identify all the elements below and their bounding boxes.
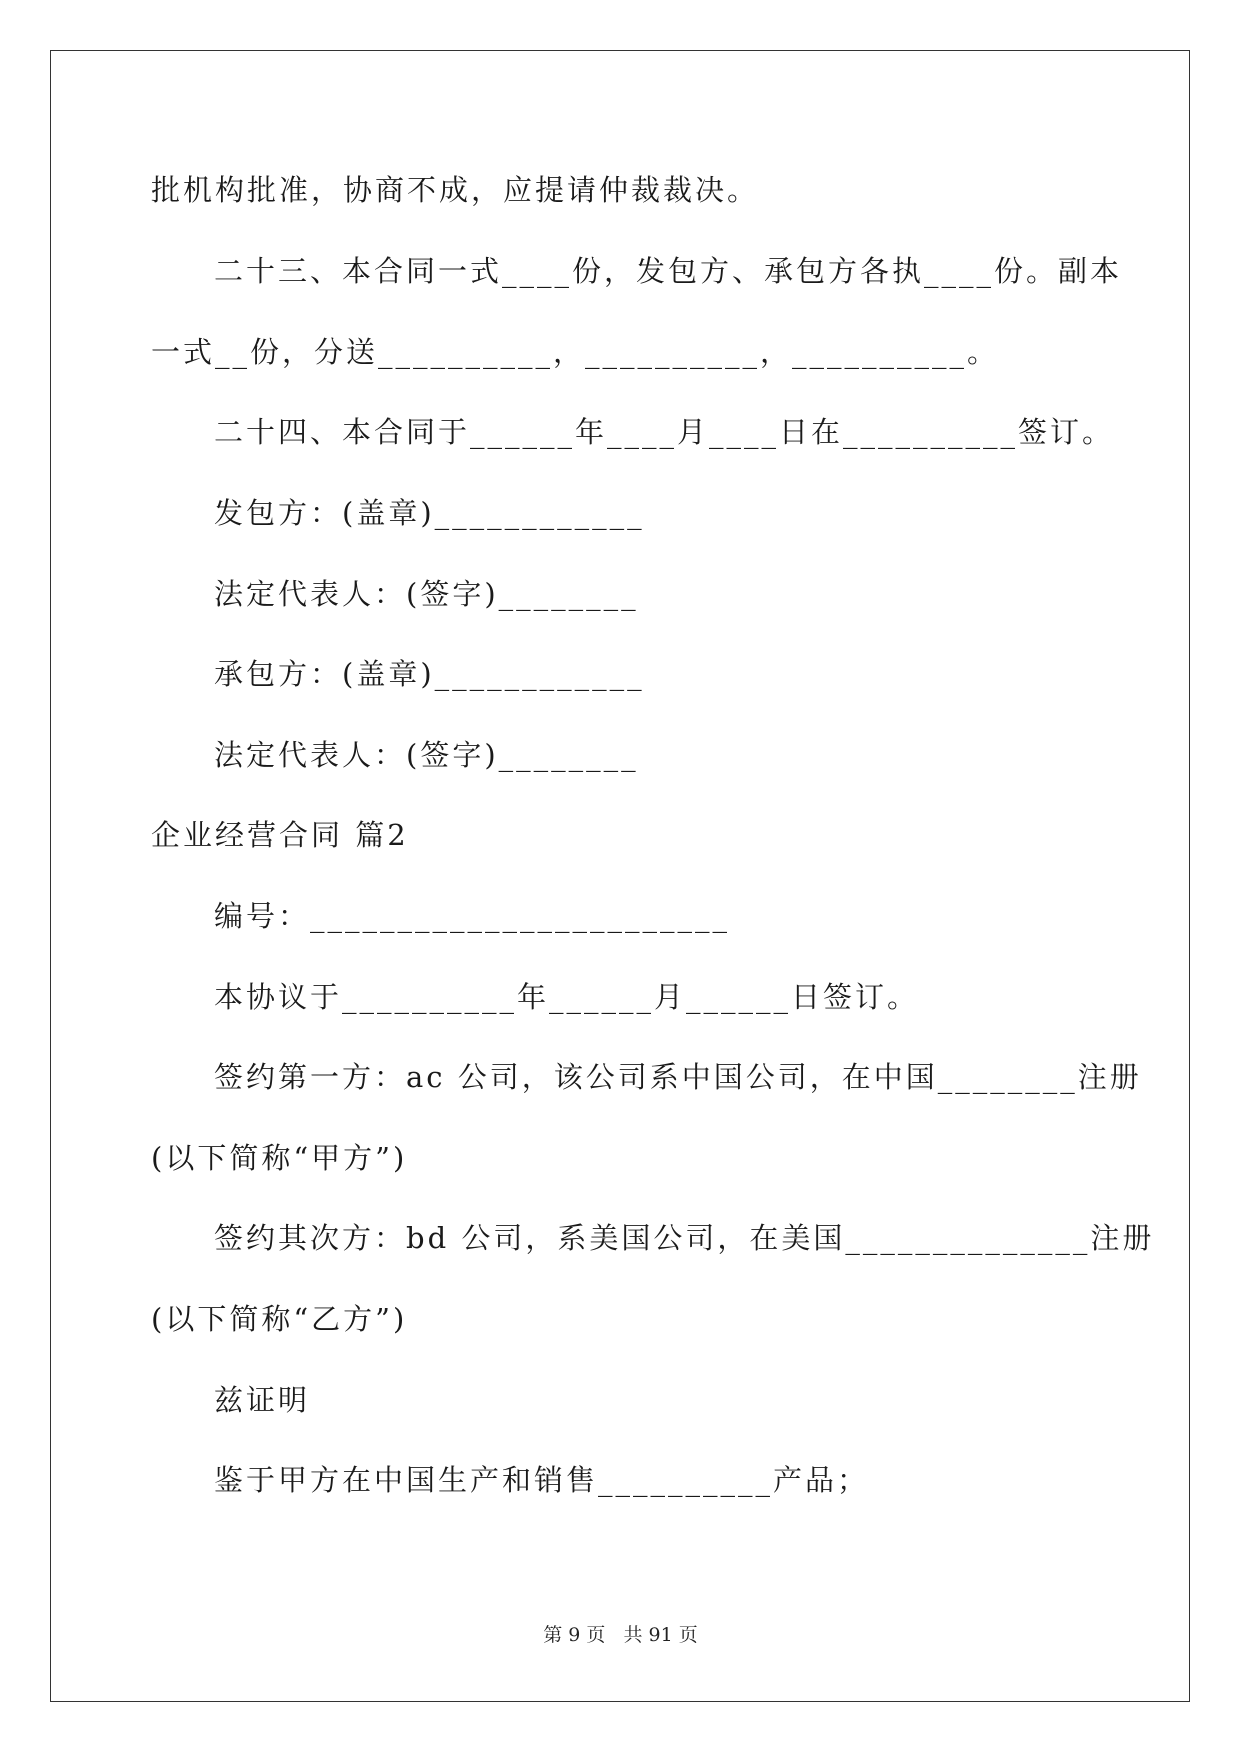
clause-23-line-2: 一式__份，分送__________，__________，__________。 [151, 335, 1000, 369]
witness-line: 兹证明 [214, 1383, 311, 1417]
contractor-representative-line: 法定代表人：(签字)________ [214, 738, 639, 772]
page-number-footer: 第 9 页 共 91 页 [543, 1624, 698, 1646]
party-b-abbr-line: (以下简称“乙方”) [151, 1302, 408, 1336]
page-border [50, 50, 1190, 1702]
agreement-date-line: 本协议于__________年______月______日签订。 [214, 980, 920, 1014]
party-a-line: 签约第一方：ac 公司，该公司系中国公司，在中国________注册 [214, 1060, 1142, 1094]
employer-representative-line: 法定代表人：(签字)________ [214, 577, 639, 611]
party-b-line: 签约其次方：bd 公司，系美国公司，在美国______________注册 [214, 1221, 1155, 1255]
party-a-abbr-line: (以下简称“甲方”) [151, 1141, 408, 1175]
text-line-1: 批机构批准，协商不成，应提请仲裁裁决。 [151, 173, 760, 207]
employer-seal-line: 发包方：(盖章)____________ [214, 496, 645, 530]
whereas-line: 鉴于甲方在中国生产和销售__________产品； [214, 1463, 870, 1497]
section-heading: 企业经营合同 篇2 [151, 818, 409, 852]
contract-number-line: 编号：________________________ [214, 899, 731, 933]
clause-24: 二十四、本合同于______年____月____日在__________签订。 [214, 415, 1115, 449]
contractor-seal-line: 承包方：(盖章)____________ [214, 657, 645, 691]
clause-23-line-1: 二十三、本合同一式____份，发包方、承包方各执____份。副本 [214, 254, 1123, 288]
